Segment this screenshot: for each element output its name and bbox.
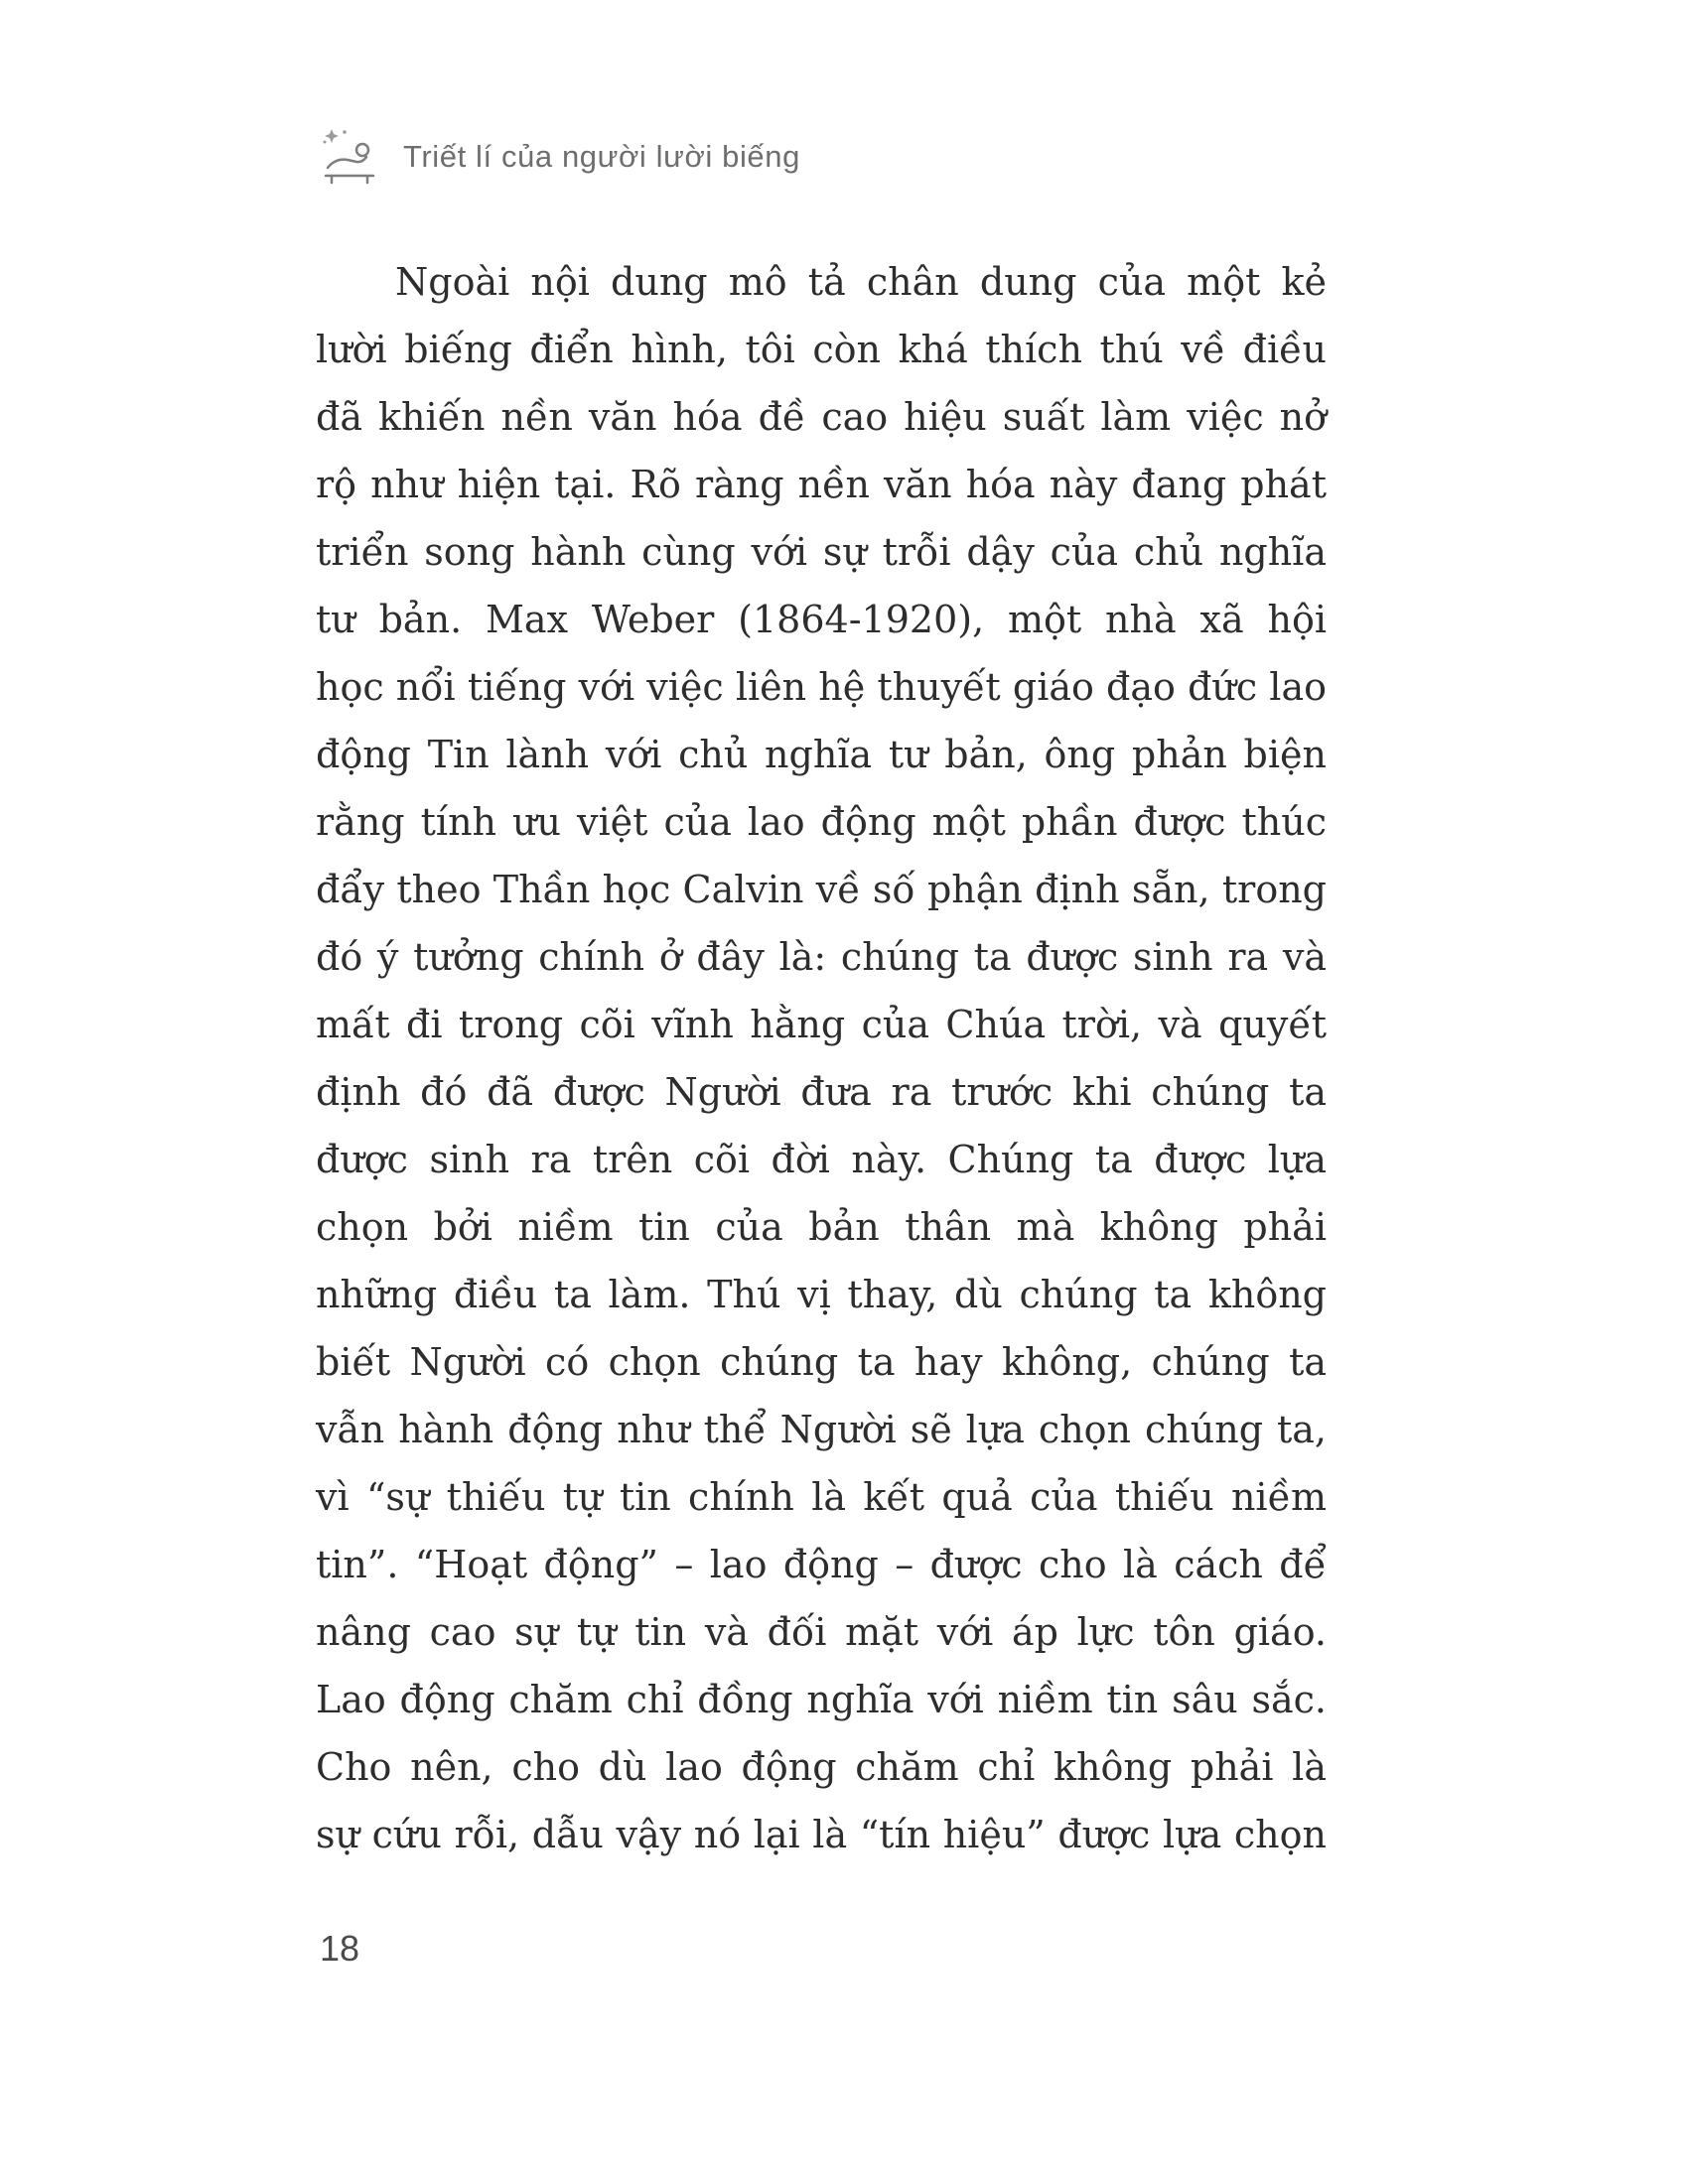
text-line: được sinh ra trên cõi đời này. Chúng ta được lựa bbox=[316, 1138, 1327, 1181]
text-line: vẫn hành động như thể Người sẽ lựa chọn chúng ta, bbox=[316, 1408, 1327, 1451]
text-line: tin”. “Hoạt động” – lao động – được cho là cách để bbox=[316, 1543, 1327, 1586]
text-line: học nổi tiếng với việc liên hệ thuyết giáo đạo đức lao bbox=[316, 665, 1327, 709]
text-line: chọn bởi niềm tin của bản thân mà không phải bbox=[316, 1205, 1327, 1249]
text-line: mất đi trong cõi vĩnh hằng của Chúa trời, và quyết bbox=[316, 1003, 1327, 1046]
text-line: định đó đã được Người đưa ra trước khi chúng ta bbox=[316, 1070, 1327, 1114]
text-line: tư bản. Max Weber (1864-1920), một nhà xã hội bbox=[316, 598, 1327, 641]
text-line: những điều ta làm. Thú vị thay, dù chúng ta không bbox=[316, 1273, 1327, 1316]
text-line: đẩy theo Thần học Calvin về số phận định sẵn, trong bbox=[316, 868, 1327, 911]
text-line: Lao động chăm chỉ đồng nghĩa với niềm tin sâu sắc. bbox=[316, 1678, 1327, 1721]
text-line: sự cứu rỗi, dẫu vậy nó lại là “tín hiệu” được lựa chọn bbox=[316, 1813, 1327, 1856]
page-header bbox=[318, 125, 800, 189]
text-line: Ngoài nội dung mô tả chân dung của một kẻ bbox=[395, 260, 1327, 304]
text-line: Cho nên, cho dù lao động chăm chỉ không phải là bbox=[316, 1745, 1327, 1789]
text-line: rằng tính ưu việt của lao động một phần được thúc bbox=[316, 800, 1327, 844]
body-text bbox=[316, 248, 1327, 1868]
text-line: đã khiến nền văn hóa đề cao hiệu suất làm việc nở bbox=[316, 395, 1327, 439]
lazy-person-icon bbox=[318, 125, 381, 189]
page-number: 18 bbox=[320, 1928, 360, 1969]
text-line: biết Người có chọn chúng ta hay không, chúng ta bbox=[316, 1340, 1327, 1384]
text-line: lười biếng điển hình, tôi còn khá thích thú về điều bbox=[316, 328, 1327, 371]
text-line: rộ như hiện tại. Rõ ràng nền văn hóa này đang phát bbox=[316, 463, 1327, 506]
book-title: Triết lí của người lười biếng bbox=[403, 139, 800, 174]
text-line: động Tin lành với chủ nghĩa tư bản, ông phản biện bbox=[316, 733, 1327, 776]
text-line: vì “sự thiếu tự tin chính là kết quả của thiếu niềm bbox=[316, 1475, 1327, 1519]
text-line: đó ý tưởng chính ở đây là: chúng ta được sinh ra và bbox=[316, 935, 1327, 979]
text-line: triển song hành cùng với sự trỗi dậy của chủ nghĩa bbox=[316, 530, 1327, 574]
text-line: nâng cao sự tự tin và đối mặt với áp lực tôn giáo. bbox=[316, 1610, 1327, 1654]
